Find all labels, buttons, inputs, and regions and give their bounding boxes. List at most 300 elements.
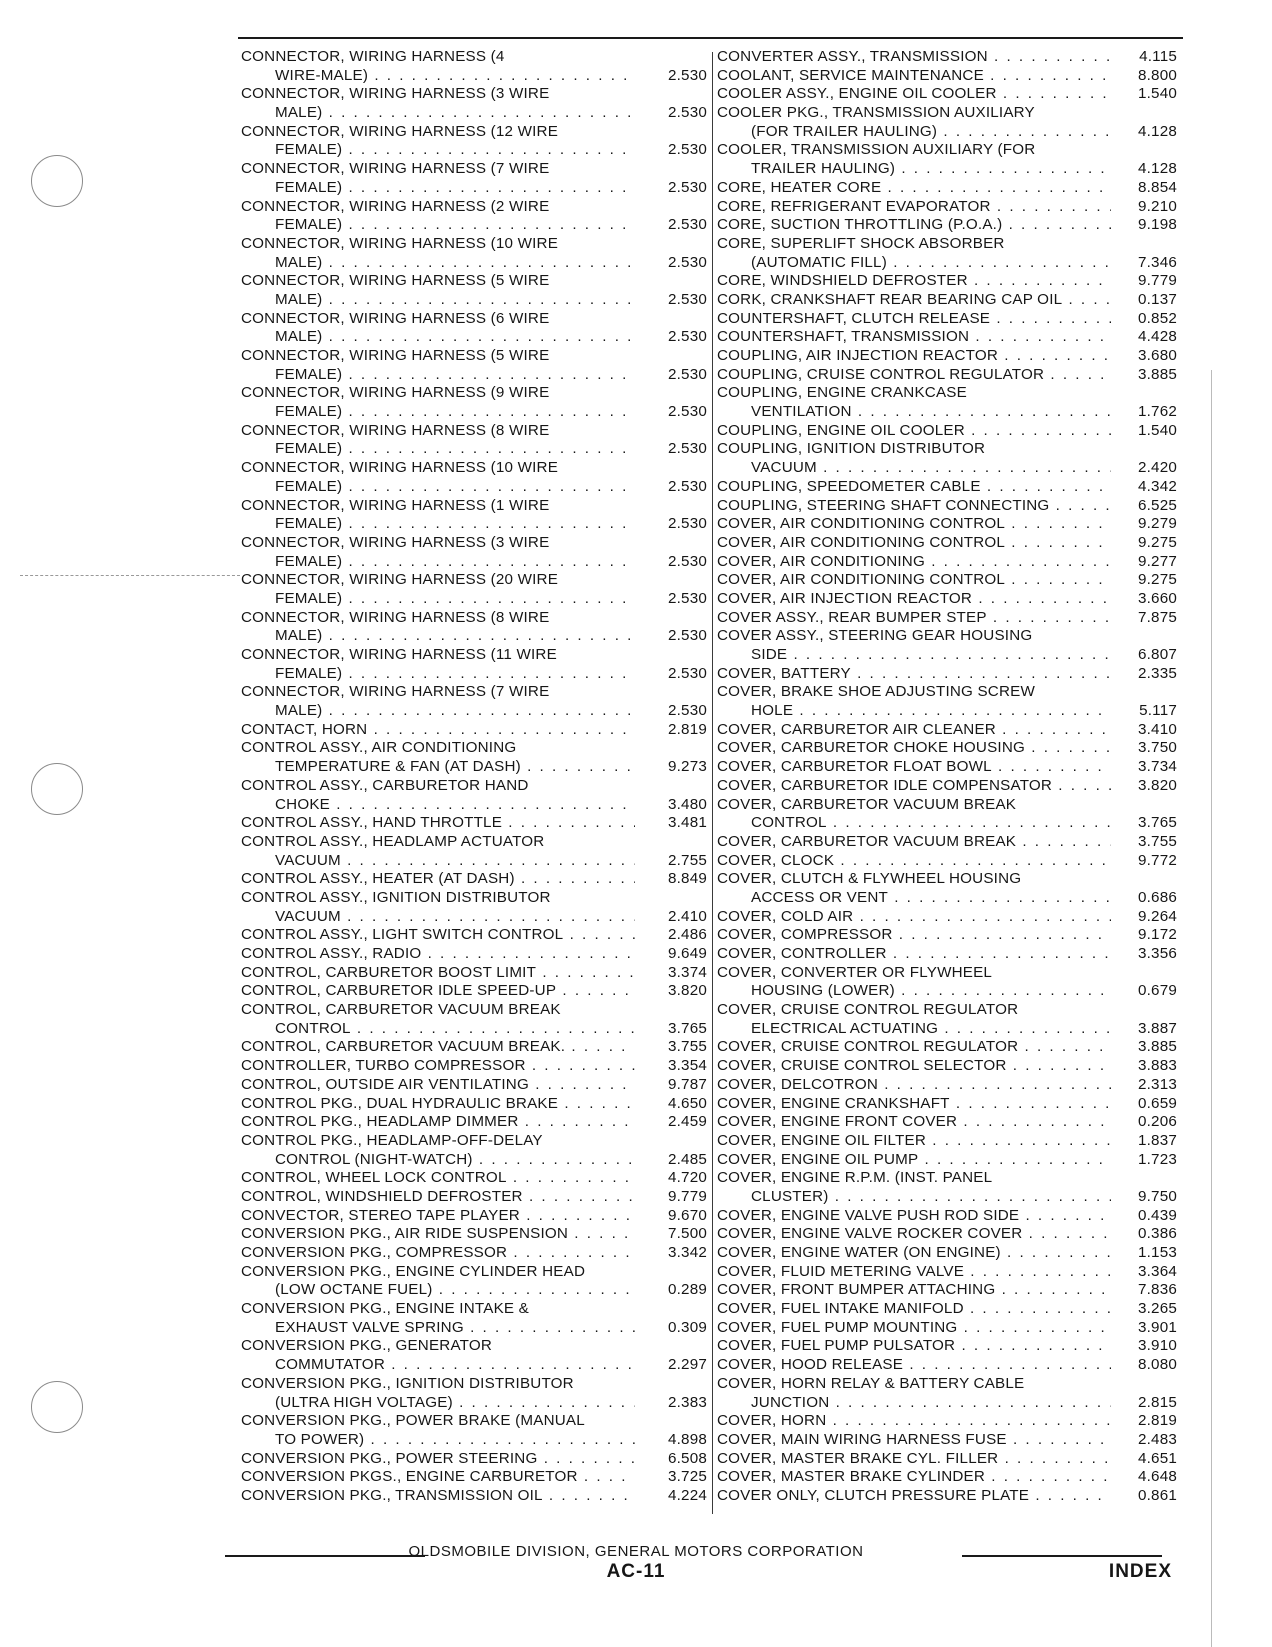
entry-group-number: 9.772 bbox=[1137, 851, 1177, 869]
entry-description: CONTROL, CARBURETOR BOOST LIMIT . . . bbox=[241, 964, 635, 983]
section-label: INDEX bbox=[1108, 1561, 1172, 1582]
index-entry-line bbox=[717, 646, 1177, 665]
entry-description: CORK, CRANKSHAFT REAR BEARING CAP OIL . . . bbox=[717, 291, 1111, 310]
entry-group-number: 1.837 bbox=[1137, 1131, 1177, 1149]
entry-group-number: 2.297 bbox=[667, 1356, 707, 1374]
entry-description: COVER, HORN . . . bbox=[717, 1412, 1111, 1431]
entry-group-number: 9.750 bbox=[1137, 1187, 1177, 1205]
index-entry-line bbox=[241, 1207, 707, 1226]
index-entry-line bbox=[717, 534, 1177, 553]
entry-description: COVER, ENGINE WATER (ON ENGINE) . . . bbox=[717, 1244, 1111, 1263]
index-entry-line bbox=[241, 553, 707, 572]
index-entry-line bbox=[241, 1076, 707, 1095]
entry-group-number: 7.875 bbox=[1137, 608, 1177, 626]
index-entry-line bbox=[717, 833, 1177, 852]
entry-description: CORE, SUPERLIFT SHOCK ABSORBER bbox=[717, 234, 1005, 252]
index-entry-line bbox=[241, 85, 707, 104]
index-entry-line bbox=[717, 1468, 1177, 1487]
index-entry-line bbox=[717, 198, 1177, 217]
entry-group-number: 3.364 bbox=[1137, 1262, 1177, 1280]
index-entry-line bbox=[717, 459, 1177, 478]
entry-description: COVER, FUEL INTAKE MANIFOLD . . . bbox=[717, 1300, 1111, 1319]
entry-group-number: 4.648 bbox=[1137, 1468, 1177, 1486]
entry-description: CONVERSION PKG., POWER STEERING . . . bbox=[241, 1450, 635, 1469]
entry-description: CONTROL . . . bbox=[717, 814, 1111, 833]
entry-group-number: 2.530 bbox=[667, 141, 707, 159]
entry-description: COVER, ENGINE VALVE PUSH ROD SIDE . . . bbox=[717, 1207, 1111, 1226]
entry-description: FEMALE) . . . bbox=[241, 553, 635, 572]
entry-group-number: 2.530 bbox=[667, 477, 707, 495]
top-rule bbox=[238, 37, 1183, 39]
binder-hole-bottom bbox=[31, 1381, 83, 1433]
entry-group-number: 9.210 bbox=[1137, 197, 1177, 215]
entry-description: CONVERSION PKG., ENGINE INTAKE & bbox=[241, 1300, 529, 1318]
entry-group-number: 0.386 bbox=[1137, 1225, 1177, 1243]
entry-description: COVER, ENGINE OIL PUMP . . . bbox=[717, 1151, 1111, 1170]
entry-group-number: 3.481 bbox=[667, 814, 707, 832]
entry-description: COUPLING, ENGINE OIL COOLER . . . bbox=[717, 422, 1111, 441]
entry-group-number: 2.755 bbox=[667, 851, 707, 869]
entry-group-number: 9.275 bbox=[1137, 571, 1177, 589]
entry-description: FEMALE) . . . bbox=[241, 478, 635, 497]
index-entry-line bbox=[241, 1412, 707, 1431]
entry-group-number: 3.660 bbox=[1137, 589, 1177, 607]
entry-description: CONTROL ASSY., LIGHT SWITCH CONTROL . . . bbox=[241, 926, 635, 945]
entry-description: COVER, COLD AIR . . . bbox=[717, 908, 1111, 927]
entry-group-number: 0.309 bbox=[667, 1318, 707, 1336]
index-entry-line bbox=[717, 571, 1177, 590]
entry-group-number: 8.854 bbox=[1137, 178, 1177, 196]
entry-description: COVER, FUEL PUMP PULSATOR . . . bbox=[717, 1337, 1111, 1356]
index-entry-line bbox=[241, 1169, 707, 1188]
entry-group-number: 8.849 bbox=[667, 870, 707, 888]
entry-group-number: 3.356 bbox=[1137, 945, 1177, 962]
index-entry-line bbox=[241, 1020, 707, 1039]
entry-description: COVER, CRUISE CONTROL SELECTOR . . . bbox=[717, 1057, 1111, 1076]
entry-group-number: 0.852 bbox=[1137, 309, 1177, 327]
index-entry-line bbox=[241, 235, 707, 254]
entry-description: (FOR TRAILER HAULING) . . . bbox=[717, 123, 1111, 142]
index-entry-line bbox=[241, 254, 707, 273]
entry-description: HOLE . . . bbox=[717, 702, 1111, 721]
entry-group-number: 6.525 bbox=[1137, 496, 1177, 514]
entry-description: ELECTRICAL ACTUATING . . . bbox=[717, 1020, 1111, 1039]
entry-description: COOLER ASSY., ENGINE OIL COOLER . . . bbox=[717, 85, 1111, 104]
index-entry-line bbox=[717, 1057, 1177, 1076]
index-entry-line bbox=[717, 310, 1177, 329]
index-entry-line bbox=[241, 571, 707, 590]
index-entry-line bbox=[241, 852, 707, 871]
entry-description: COVER, AIR CONDITIONING . . . bbox=[717, 553, 1111, 572]
entry-group-number: 0.206 bbox=[1137, 1113, 1177, 1131]
entry-description: CONTROL ASSY., HEATER (AT DASH) . . . bbox=[241, 870, 635, 889]
entry-description: FEMALE) . . . bbox=[241, 590, 635, 609]
index-entry-line bbox=[717, 945, 1177, 964]
entry-description: COVER, CARBURETOR FLOAT BOWL . . . bbox=[717, 758, 1111, 777]
entry-description: COVER, ENGINE VALVE ROCKER COVER . . . bbox=[717, 1225, 1111, 1244]
index-entry-line bbox=[241, 1188, 707, 1207]
entry-description: EXHAUST VALVE SPRING . . . bbox=[241, 1319, 635, 1338]
entry-group-number: 3.765 bbox=[1137, 814, 1177, 832]
entry-description: CORE, SUCTION THROTTLING (P.O.A.) . . . bbox=[717, 216, 1111, 235]
index-entry-line bbox=[241, 1300, 707, 1319]
index-entry-line bbox=[241, 440, 707, 459]
index-entry-line bbox=[241, 366, 707, 385]
index-entry-line bbox=[241, 384, 707, 403]
entry-description: COUNTERSHAFT, TRANSMISSION . . . bbox=[717, 328, 1111, 347]
index-entry-line bbox=[717, 683, 1177, 702]
entry-description: CONNECTOR, WIRING HARNESS (1 WIRE bbox=[241, 496, 550, 514]
index-entry-line bbox=[241, 646, 707, 665]
entry-description: CONTACT, HORN . . . bbox=[241, 721, 635, 740]
index-entry-line bbox=[241, 160, 707, 179]
entry-group-number: 3.480 bbox=[667, 795, 707, 813]
entry-group-number: 3.265 bbox=[1137, 1300, 1177, 1318]
scan-speck bbox=[20, 575, 240, 577]
index-entry-line bbox=[717, 272, 1177, 291]
entry-description: COVER, BRAKE SHOE ADJUSTING SCREW bbox=[717, 683, 1035, 701]
entry-group-number: 1.153 bbox=[1137, 1244, 1177, 1261]
index-entry-line bbox=[717, 123, 1177, 142]
entry-description: TRAILER HAULING) . . . bbox=[717, 160, 1111, 179]
entry-description: TO POWER) . . . bbox=[241, 1431, 635, 1450]
entry-description: CONTROL, OUTSIDE AIR VENTILATING . . . bbox=[241, 1076, 635, 1095]
entry-description: CONTROL, WHEEL LOCK CONTROL . . . bbox=[241, 1169, 635, 1188]
entry-description: FEMALE) . . . bbox=[241, 216, 635, 235]
index-entry-line bbox=[241, 870, 707, 889]
entry-group-number: 1.762 bbox=[1137, 403, 1177, 421]
index-entry-line bbox=[241, 478, 707, 497]
index-entry-line bbox=[241, 48, 707, 67]
scan-edge-line bbox=[1211, 370, 1212, 1647]
entry-group-number: 3.680 bbox=[1137, 347, 1177, 364]
binder-hole-top bbox=[31, 155, 83, 207]
index-entry-line bbox=[717, 1113, 1177, 1132]
index-entry-line bbox=[717, 796, 1177, 815]
entry-group-number: 9.779 bbox=[1137, 272, 1177, 290]
entry-description: MALE) . . . bbox=[241, 328, 635, 347]
index-entry-line bbox=[241, 1263, 707, 1282]
entry-group-number: 9.172 bbox=[1137, 926, 1177, 944]
entry-description: CLUSTER) . . . bbox=[717, 1188, 1111, 1207]
entry-group-number: 4.342 bbox=[1137, 477, 1177, 495]
entry-description: COVER, AIR CONDITIONING CONTROL . . . bbox=[717, 534, 1111, 553]
index-entry-line bbox=[241, 1337, 707, 1356]
entry-group-number: 9.787 bbox=[667, 1075, 707, 1093]
entry-description: COVER, ENGINE OIL FILTER . . . bbox=[717, 1132, 1111, 1151]
entry-group-number: 2.530 bbox=[667, 253, 707, 271]
index-entry-line bbox=[717, 497, 1177, 516]
entry-description: CONTROL ASSY., AIR CONDITIONING bbox=[241, 739, 517, 757]
entry-description: COOLER, TRANSMISSION AUXILIARY (FOR bbox=[717, 141, 1036, 159]
index-entry-line bbox=[241, 459, 707, 478]
entry-description: CONNECTOR, WIRING HARNESS (4 bbox=[241, 48, 505, 65]
index-entry-line bbox=[241, 683, 707, 702]
entry-description: CONTROL, CARBURETOR IDLE SPEED-UP . . . bbox=[241, 982, 635, 1001]
entry-group-number: 3.725 bbox=[667, 1468, 707, 1486]
entry-group-number: 9.670 bbox=[667, 1206, 707, 1224]
entry-description: CONVERSION PKG., IGNITION DISTRIBUTOR bbox=[241, 1374, 574, 1392]
index-entry-line bbox=[241, 272, 707, 291]
index-entry-line bbox=[241, 1375, 707, 1394]
entry-group-number: 2.530 bbox=[667, 515, 707, 533]
entry-group-number: 4.128 bbox=[1137, 122, 1177, 140]
entry-description: COVER ASSY., STEERING GEAR HOUSING bbox=[717, 627, 1033, 645]
index-entry-line bbox=[717, 870, 1177, 889]
entry-group-number: 7.346 bbox=[1137, 253, 1177, 271]
index-entry-line bbox=[717, 982, 1177, 1001]
entry-group-number: 2.530 bbox=[667, 664, 707, 682]
entry-description: COVER, BATTERY . . . bbox=[717, 665, 1111, 684]
index-entry-line bbox=[717, 328, 1177, 347]
entry-group-number: 9.277 bbox=[1137, 552, 1177, 570]
index-entry-line bbox=[717, 347, 1177, 366]
entry-description: CONNECTOR, WIRING HARNESS (11 WIRE bbox=[241, 646, 557, 663]
entry-group-number: 3.734 bbox=[1137, 758, 1177, 776]
index-entry-line bbox=[241, 422, 707, 441]
index-entry-line bbox=[241, 534, 707, 553]
index-entry-line bbox=[717, 1038, 1177, 1057]
entry-description: MALE) . . . bbox=[241, 702, 635, 721]
entry-group-number: 2.420 bbox=[1137, 459, 1177, 477]
entry-group-number: 3.750 bbox=[1137, 739, 1177, 757]
entry-group-number: 2.530 bbox=[667, 552, 707, 570]
entry-description: COVER, CONTROLLER . . . bbox=[717, 945, 1111, 964]
entry-group-number: 3.820 bbox=[667, 982, 707, 1000]
entry-description: CONNECTOR, WIRING HARNESS (20 WIRE bbox=[241, 571, 559, 589]
index-entry-line bbox=[241, 814, 707, 833]
index-entry-line bbox=[241, 1132, 707, 1151]
entry-description: COUPLING, SPEEDOMETER CABLE . . . bbox=[717, 478, 1111, 497]
entry-description: CONTROL ASSY., CARBURETOR HAND bbox=[241, 776, 529, 794]
index-entry-line bbox=[241, 1394, 707, 1413]
entry-group-number: 0.439 bbox=[1137, 1206, 1177, 1224]
entry-description: WIRE-MALE) . . . bbox=[241, 67, 635, 86]
index-entry-line bbox=[717, 179, 1177, 198]
entry-description: COVER, FUEL PUMP MOUNTING . . . bbox=[717, 1319, 1111, 1338]
entry-description: COVER, CLOCK . . . bbox=[717, 852, 1111, 871]
entry-group-number: 2.483 bbox=[1137, 1430, 1177, 1448]
entry-description: CONTROL, WINDSHIELD DEFROSTER . . . bbox=[241, 1188, 635, 1207]
index-entry-line bbox=[241, 497, 707, 516]
index-entry-line bbox=[717, 366, 1177, 385]
index-entry-line bbox=[717, 1319, 1177, 1338]
entry-description: COVER ASSY., REAR BUMPER STEP . . . bbox=[717, 609, 1111, 628]
entry-group-number: 2.459 bbox=[667, 1113, 707, 1131]
index-entry-line bbox=[241, 777, 707, 796]
entry-description: CONTROL ASSY., RADIO . . . bbox=[241, 945, 635, 964]
index-entry-line bbox=[717, 553, 1177, 572]
index-entry-line bbox=[717, 889, 1177, 908]
entry-description: CONNECTOR, WIRING HARNESS (9 WIRE bbox=[241, 384, 550, 402]
index-entry-line bbox=[717, 254, 1177, 273]
entry-group-number: 2.410 bbox=[667, 907, 707, 925]
index-entry-line bbox=[717, 85, 1177, 104]
entry-description: CONTROL, CARBURETOR VACUUM BREAK bbox=[241, 1001, 561, 1019]
index-entry-line bbox=[241, 1356, 707, 1375]
entry-group-number: 4.898 bbox=[667, 1430, 707, 1448]
index-entry-line bbox=[717, 67, 1177, 86]
index-entry-line bbox=[241, 702, 707, 721]
entry-group-number: 3.765 bbox=[667, 1019, 707, 1037]
index-entry-line bbox=[241, 739, 707, 758]
index-entry-line bbox=[241, 1487, 707, 1506]
index-entry-line bbox=[717, 758, 1177, 777]
index-entry-line bbox=[717, 1001, 1177, 1020]
index-entry-line bbox=[717, 1263, 1177, 1282]
entry-group-number: 2.530 bbox=[667, 440, 707, 458]
entry-group-number: 2.530 bbox=[667, 216, 707, 234]
entry-description: COVER, ENGINE CRANKSHAFT . . . bbox=[717, 1095, 1111, 1114]
entry-group-number: 6.508 bbox=[667, 1449, 707, 1467]
entry-description: CONVECTOR, STEREO TAPE PLAYER . . . bbox=[241, 1207, 635, 1226]
entry-description: VENTILATION . . . bbox=[717, 403, 1111, 422]
index-entry-line bbox=[717, 1169, 1177, 1188]
entry-description: CORE, REFRIGERANT EVAPORATOR . . . bbox=[717, 198, 1111, 217]
index-entry-line bbox=[241, 216, 707, 235]
entry-group-number: 0.679 bbox=[1137, 982, 1177, 1000]
entry-description: COVER, CARBURETOR VACUUM BREAK . . . bbox=[717, 833, 1111, 852]
index-entry-line bbox=[717, 1151, 1177, 1170]
index-entry-line bbox=[717, 216, 1177, 235]
entry-description: CONNECTOR, WIRING HARNESS (2 WIRE bbox=[241, 197, 550, 215]
index-entry-line bbox=[241, 1244, 707, 1263]
index-entry-line bbox=[717, 384, 1177, 403]
entry-description: VACUUM . . . bbox=[241, 908, 635, 927]
index-entry-line bbox=[717, 814, 1177, 833]
index-entry-line bbox=[241, 964, 707, 983]
index-entry-line bbox=[717, 1188, 1177, 1207]
index-entry-line bbox=[241, 1225, 707, 1244]
entry-description: FEMALE) . . . bbox=[241, 665, 635, 684]
index-entry-line bbox=[241, 347, 707, 366]
index-entry-line bbox=[717, 235, 1177, 254]
entry-description: COVER, CARBURETOR CHOKE HOUSING . . . bbox=[717, 739, 1111, 758]
entry-description: SIDE . . . bbox=[717, 646, 1111, 665]
entry-group-number: 9.264 bbox=[1137, 907, 1177, 925]
index-entry-line bbox=[241, 1095, 707, 1114]
entry-description: CONNECTOR, WIRING HARNESS (5 WIRE bbox=[241, 272, 550, 290]
entry-description: CONNECTOR, WIRING HARNESS (12 WIRE bbox=[241, 122, 559, 140]
entry-description: COVER, CLUTCH & FLYWHEEL HOUSING bbox=[717, 870, 1022, 888]
entry-group-number: 3.755 bbox=[1137, 832, 1177, 850]
entry-group-number: 2.530 bbox=[667, 178, 707, 196]
entry-group-number: 2.530 bbox=[667, 627, 707, 645]
entry-description: CONNECTOR, WIRING HARNESS (8 WIRE bbox=[241, 608, 550, 626]
index-entry-line bbox=[241, 141, 707, 160]
index-entry-line bbox=[717, 721, 1177, 740]
entry-group-number: 0.861 bbox=[1137, 1486, 1177, 1504]
entry-description: COVER, FLUID METERING VALVE . . . bbox=[717, 1263, 1111, 1282]
entry-group-number: 2.313 bbox=[1137, 1075, 1177, 1093]
entry-description: CONTROL, CARBURETOR VACUUM BREAK. . . . bbox=[241, 1038, 635, 1057]
entry-description: COVER, ENGINE FRONT COVER . . . bbox=[717, 1113, 1111, 1132]
entry-group-number: 8.800 bbox=[1137, 66, 1177, 84]
entry-description: CONTROL ASSY., HEADLAMP ACTUATOR bbox=[241, 832, 545, 850]
entry-group-number: 3.901 bbox=[1137, 1318, 1177, 1336]
column-divider bbox=[712, 52, 713, 1514]
entry-description: COVER, AIR INJECTION REACTOR . . . bbox=[717, 590, 1111, 609]
index-entry-line bbox=[241, 1431, 707, 1450]
entry-description: (LOW OCTANE FUEL) . . . bbox=[241, 1281, 635, 1300]
index-entry-line bbox=[717, 160, 1177, 179]
index-entry-line bbox=[241, 758, 707, 777]
index-entry-line bbox=[717, 739, 1177, 758]
entry-description: CONTROLLER, TURBO COMPRESSOR . . . bbox=[241, 1057, 635, 1076]
entry-description: COUPLING, AIR INJECTION REACTOR . . . bbox=[717, 347, 1111, 366]
index-entry-line bbox=[717, 1076, 1177, 1095]
entry-description: COVER, MASTER BRAKE CYLINDER . . . bbox=[717, 1468, 1111, 1487]
entry-description: (ULTRA HIGH VOLTAGE) . . . bbox=[241, 1394, 635, 1413]
entry-description: COUPLING, IGNITION DISTRIBUTOR bbox=[717, 440, 986, 458]
index-entry-line bbox=[717, 1394, 1177, 1413]
entry-description: CONTROL PKG., HEADLAMP DIMMER . . . bbox=[241, 1113, 635, 1132]
entry-description: CONVERTER ASSY., TRANSMISSION . . . bbox=[717, 48, 1111, 67]
entry-description: CONNECTOR, WIRING HARNESS (3 WIRE bbox=[241, 85, 550, 103]
entry-group-number: 2.530 bbox=[667, 328, 707, 346]
index-entry-line bbox=[241, 796, 707, 815]
index-entry-line bbox=[717, 1450, 1177, 1469]
entry-description: VACUUM . . . bbox=[717, 459, 1111, 478]
index-entry-line bbox=[241, 945, 707, 964]
index-entry-line bbox=[241, 67, 707, 86]
entry-group-number: 2.530 bbox=[667, 403, 707, 421]
index-entry-line bbox=[717, 1300, 1177, 1319]
index-entry-line bbox=[717, 1095, 1177, 1114]
index-column-left bbox=[241, 48, 707, 1506]
entry-description: CONNECTOR, WIRING HARNESS (5 WIRE bbox=[241, 347, 550, 364]
entry-description: CONTROL . . . bbox=[241, 1020, 635, 1039]
entry-group-number: 0.289 bbox=[667, 1281, 707, 1299]
entry-group-number: 2.530 bbox=[667, 589, 707, 607]
entry-description: COVER, AIR CONDITIONING CONTROL . . . bbox=[717, 515, 1111, 534]
index-entry-line bbox=[241, 291, 707, 310]
entry-group-number: 2.819 bbox=[667, 720, 707, 738]
entry-group-number: 0.137 bbox=[1137, 290, 1177, 308]
index-entry-line bbox=[241, 179, 707, 198]
entry-group-number: 3.885 bbox=[1137, 1038, 1177, 1056]
entry-description: COVER, MAIN WIRING HARNESS FUSE . . . bbox=[717, 1431, 1111, 1450]
index-entry-line bbox=[241, 889, 707, 908]
index-entry-line bbox=[241, 1450, 707, 1469]
entry-group-number: 4.224 bbox=[667, 1486, 707, 1504]
entry-description: TEMPERATURE & FAN (AT DASH) . . . bbox=[241, 758, 635, 777]
entry-description: FEMALE) . . . bbox=[241, 179, 635, 198]
entry-description: COVER, CONVERTER OR FLYWHEEL bbox=[717, 963, 993, 981]
entry-description: CONVERSION PKG., GENERATOR bbox=[241, 1337, 493, 1355]
index-entry-line bbox=[717, 1356, 1177, 1375]
entry-group-number: 1.540 bbox=[1137, 421, 1177, 439]
entry-description: (AUTOMATIC FILL) . . . bbox=[717, 254, 1111, 273]
entry-group-number: 0.686 bbox=[1137, 888, 1177, 906]
index-entry-line bbox=[717, 403, 1177, 422]
entry-group-number: 9.779 bbox=[667, 1187, 707, 1205]
entry-group-number: 3.374 bbox=[667, 963, 707, 981]
entry-group-number: 2.530 bbox=[667, 365, 707, 383]
binder-hole-middle bbox=[31, 763, 83, 815]
entry-description: COOLANT, SERVICE MAINTENANCE . . . bbox=[717, 67, 1111, 86]
index-entry-line bbox=[717, 777, 1177, 796]
entry-description: COVER, ENGINE R.P.M. (INST. PANEL bbox=[717, 1169, 993, 1187]
entry-group-number: 4.651 bbox=[1137, 1449, 1177, 1467]
entry-description: COUNTERSHAFT, CLUTCH RELEASE . . . bbox=[717, 310, 1111, 329]
index-entry-line bbox=[717, 1431, 1177, 1450]
index-entry-line bbox=[241, 1151, 707, 1170]
entry-description: COVER, HOOD RELEASE . . . bbox=[717, 1356, 1111, 1375]
entry-description: COOLER PKG., TRANSMISSION AUXILIARY bbox=[717, 104, 1035, 122]
index-entry-line bbox=[241, 721, 707, 740]
entry-description: FEMALE) . . . bbox=[241, 403, 635, 422]
